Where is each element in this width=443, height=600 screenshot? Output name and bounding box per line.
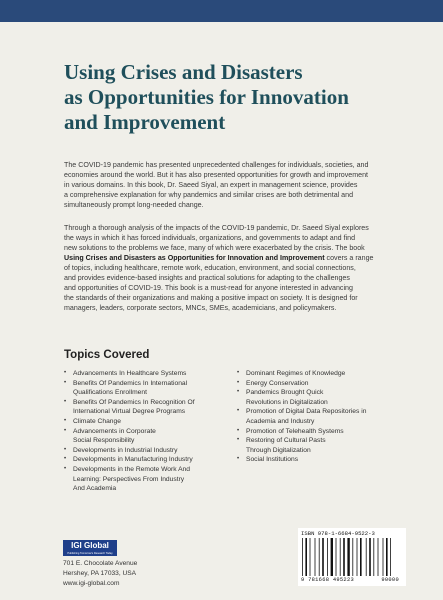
publisher-logo-text: IGI Global <box>71 541 109 550</box>
barcode-bar <box>366 538 367 576</box>
topic-item-text: Promotion of Telehealth Systems <box>246 427 344 435</box>
barcode-bar <box>347 538 349 576</box>
bullet-icon: • <box>64 446 67 453</box>
topic-item-text: Pandemics Brought Quick <box>246 389 324 397</box>
barcode-number: 9 781668 495223 <box>301 577 355 583</box>
title-line-2: as Opportunities for Innovation <box>64 85 349 109</box>
topic-item-text: Academia and Industry <box>246 417 315 425</box>
isbn-number: ISBN 978-1-6684-9522-3 <box>301 530 375 537</box>
topics-list-left <box>64 369 229 494</box>
bullet-icon: • <box>64 417 67 424</box>
publisher-website: www.igi-global.com <box>63 580 120 587</box>
paragraph-line: The COVID-19 pandemic has presented unprecedented challenges for individuals, societies, and <box>64 161 369 169</box>
topic-item <box>237 369 407 379</box>
bullet-icon: • <box>237 379 240 386</box>
barcode-bar <box>336 538 337 576</box>
topic-item-text: Benefits Of Pandemics In International <box>73 379 188 387</box>
book-title <box>64 60 424 135</box>
topic-item <box>237 455 407 465</box>
topic-item-text: Revolutions in Digitalization <box>246 398 328 406</box>
topic-item-text: Qualifications Enrollment <box>73 389 147 397</box>
bullet-icon: • <box>64 456 67 463</box>
barcode-bar <box>315 538 316 576</box>
paragraph-line: economies around the world. But it has also presented opportunities for growth and improvement <box>64 171 369 179</box>
topic-item <box>237 436 407 455</box>
topic-item <box>237 379 407 389</box>
topics-heading: Topics Covered <box>64 349 150 361</box>
barcode-bar <box>327 538 328 576</box>
topic-item-text: Dominant Regimes of Knowledge <box>246 370 346 377</box>
topic-item-text: Developments in Industrial Industry <box>73 446 178 454</box>
paragraph-line: of topics, including healthcare, remote work, education, environment, and social connections, <box>64 264 356 272</box>
paragraph-line: the ways in which it has forced individuals, organizations, and governments to adapt and find <box>64 234 356 242</box>
barcode-bar <box>357 538 358 576</box>
topic-item <box>237 388 407 407</box>
barcode-bar <box>386 538 388 576</box>
cover-top-band <box>0 0 443 22</box>
publisher-tagline: Publishing Tomorrow's Research Today <box>67 552 113 555</box>
barcode-bar <box>331 538 333 576</box>
topic-item <box>64 455 229 465</box>
topic-item-text: Restoring of Cultural Pasts <box>246 437 326 445</box>
topics-list-right <box>237 369 407 465</box>
barcode-price-code: 90000 <box>381 577 399 583</box>
paragraph-line: new solutions to the problems we face, many of which were exacerbated by the crisis. The book <box>64 244 365 252</box>
barcode <box>298 528 406 586</box>
title-line-1: Using Crises and Disasters <box>64 60 303 84</box>
topic-item-text: Energy Conservation <box>246 379 309 387</box>
paragraph-text: covers a range <box>324 254 374 262</box>
topic-item-text: Promotion of Digital Data Repositories in <box>246 408 367 416</box>
paragraph-line <box>64 253 402 263</box>
bullet-icon: • <box>64 398 67 405</box>
topic-item-text: International Virtual Degree Programs <box>73 408 186 416</box>
barcode-bar <box>369 538 371 576</box>
bullet-icon: • <box>237 437 240 444</box>
topic-item-text: Climate Change <box>73 417 121 425</box>
topic-item-text: And Academia <box>73 485 117 493</box>
bullet-icon: • <box>237 408 240 415</box>
bullet-icon: • <box>237 456 240 463</box>
topic-item <box>64 465 229 494</box>
bullet-icon: • <box>64 370 67 376</box>
barcode-bar <box>319 538 320 576</box>
topic-item <box>237 407 407 426</box>
paragraph-line: the standards of their organizations and making a positive impact on society. It is designed for <box>64 294 358 302</box>
bullet-icon: • <box>64 465 67 472</box>
barcode-bar <box>310 538 311 576</box>
topic-item <box>64 379 229 398</box>
topic-item-text: Developments in Manufacturing Industry <box>73 456 193 464</box>
barcode-bar <box>378 538 379 576</box>
publisher-logo <box>63 540 117 556</box>
bullet-icon: • <box>237 370 240 376</box>
topic-item-text: Social Responsibility <box>73 437 135 445</box>
description-paragraph-1 <box>64 160 402 210</box>
barcode-bar <box>390 538 391 576</box>
topic-item <box>64 417 229 427</box>
topic-item-text: Benefits Of Pandemics In Recognition Of <box>73 398 195 406</box>
paragraph-line: in various domains. In this book, Dr. Saeed Siyal, an expert in management science, provides <box>64 181 358 189</box>
book-title-inline: Using Crises and Disasters as Opportunities for Innovation and Improvement <box>64 254 325 262</box>
paragraph-line: a comprehensive explanation for why pandemics and similar crises are both detrimental and <box>64 191 354 199</box>
topic-item <box>64 369 229 379</box>
barcode-bar <box>360 538 362 576</box>
bullet-icon: • <box>64 427 67 434</box>
barcode-bar <box>302 538 303 576</box>
barcode-bar <box>322 538 324 576</box>
paragraph-line: Through a thorough analysis of the impacts of the COVID-19 pandemic, Dr. Saeed Siyal explores <box>64 224 369 232</box>
topic-item-text: Advancements in Corporate <box>73 427 156 435</box>
paragraph-line: simultaneously prompt long-needed change. <box>64 201 204 209</box>
address-line: Hershey, PA 17033, USA <box>63 570 137 577</box>
barcode-bar <box>340 538 341 576</box>
bullet-icon: • <box>64 379 67 386</box>
topic-item-text: Through Digitalization <box>246 446 311 454</box>
bullet-icon: • <box>237 427 240 434</box>
address-line: 701 E. Chocolate Avenue <box>63 560 138 567</box>
paragraph-line: and provides evidence-based insights and practical solutions for adapting to the challenges <box>64 274 350 282</box>
bullet-icon: • <box>237 389 240 396</box>
barcode-bar <box>383 538 384 576</box>
barcode-bars <box>302 538 402 576</box>
publisher-address <box>63 559 137 589</box>
topic-item <box>64 446 229 456</box>
barcode-bar <box>373 538 374 576</box>
topic-item-text: Learning: Perspectives From Industry <box>73 475 185 483</box>
topic-item <box>64 398 229 417</box>
topic-item-text: Developments in the Remote Work And <box>73 465 190 473</box>
paragraph-line: managers, leaders, corporate sectors, MNCs, SMEs, academicians, and policymakers. <box>64 304 337 312</box>
barcode-bar <box>343 538 345 576</box>
topic-item-text: Advancements In Healthcare Systems <box>73 370 187 377</box>
title-line-3: and Improvement <box>64 110 226 134</box>
isbn-text <box>301 530 403 537</box>
topic-item-text: Social Institutions <box>246 456 299 464</box>
barcode-bar <box>352 538 353 576</box>
barcode-digits <box>301 577 403 583</box>
topic-item <box>64 427 229 446</box>
paragraph-line: and opportunities of COVID-19. This book is a must-read for anyone interested in advancing <box>64 284 353 292</box>
topic-item <box>237 427 407 437</box>
barcode-bar <box>305 538 307 576</box>
description-paragraph-2 <box>64 223 402 313</box>
